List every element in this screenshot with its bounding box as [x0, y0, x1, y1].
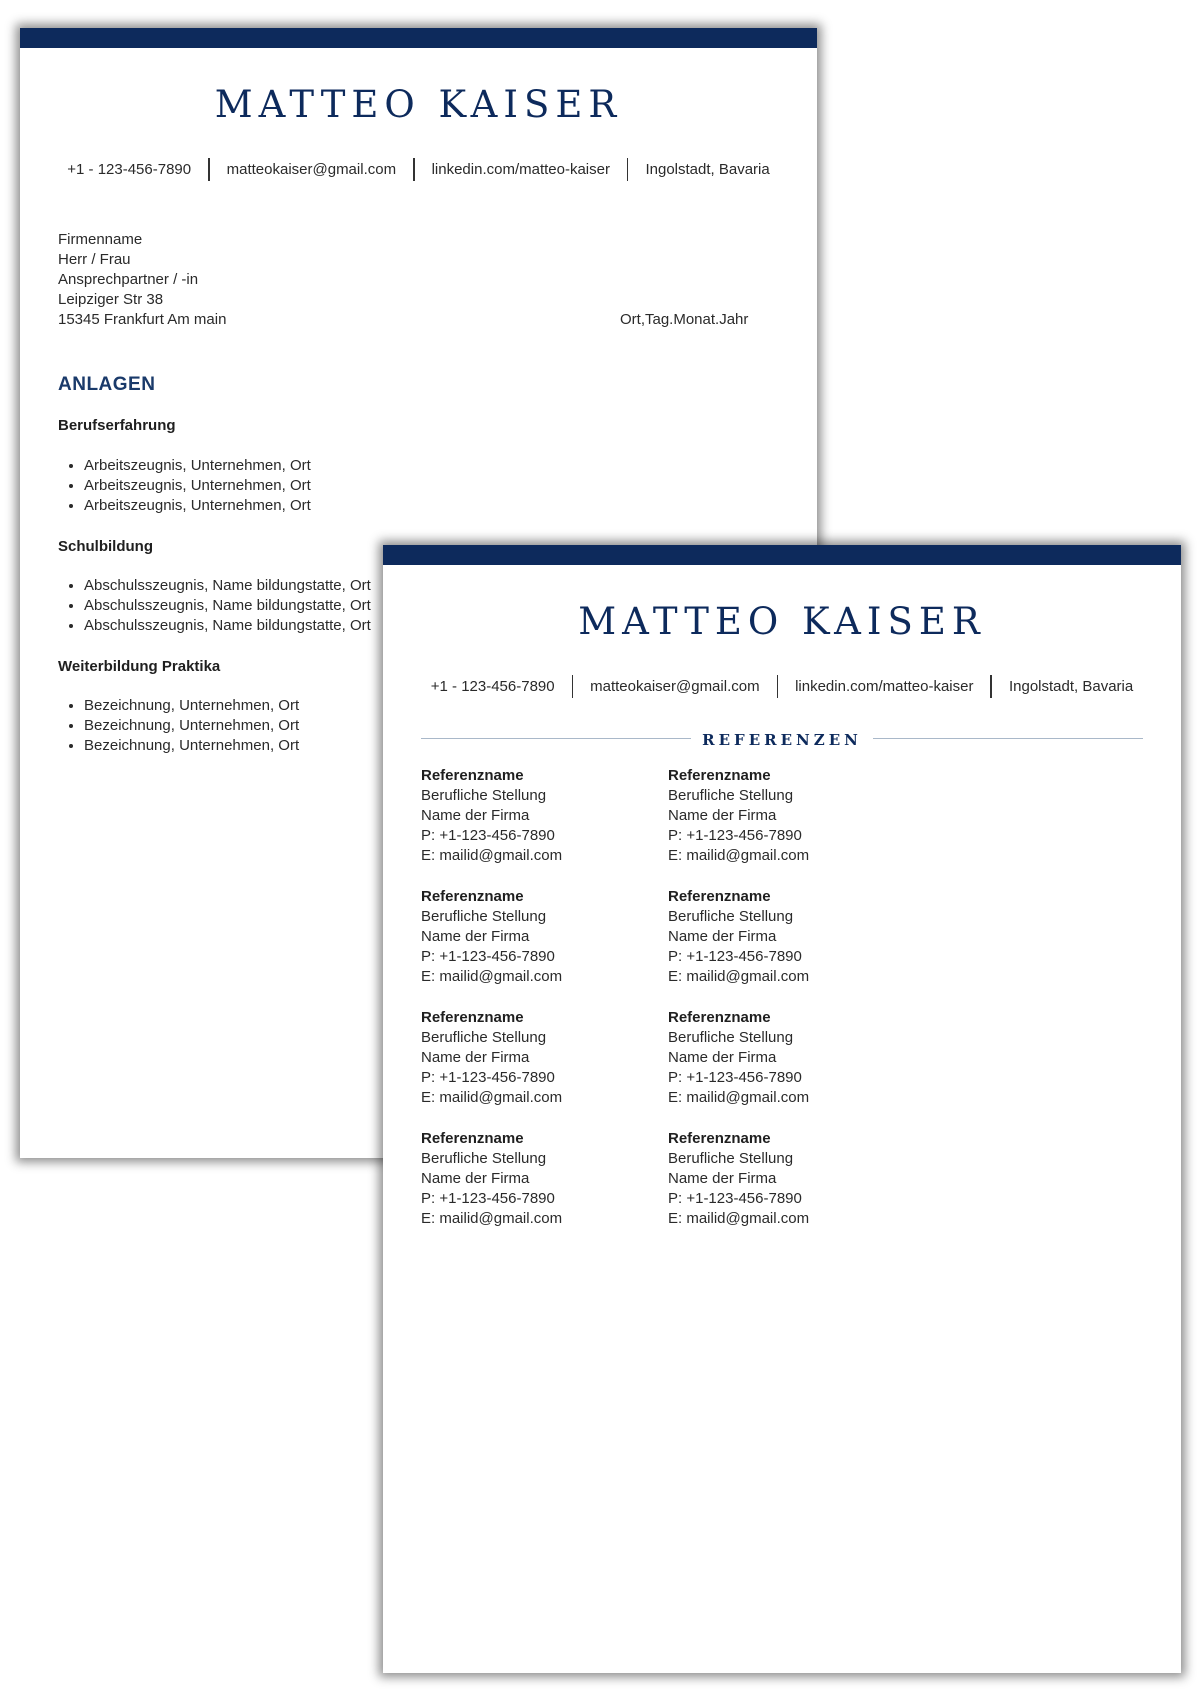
- reference-email: E: mailid@gmail.com: [421, 847, 563, 864]
- schulbildung-list: [58, 576, 371, 636]
- contact-location: Ingolstadt, Bavaria: [1008, 678, 1134, 695]
- contact-email: matteokaiser@gmail.com: [226, 161, 397, 178]
- reference-company: Name der Firma: [668, 928, 777, 945]
- reference-position: Berufliche Stellung: [421, 908, 547, 925]
- reference-phone: P: +1-123-456-7890: [668, 1190, 802, 1207]
- contact-linkedin: linkedin.com/matteo-kaiser: [431, 161, 610, 178]
- reference-company: Name der Firma: [668, 1170, 777, 1187]
- reference-phone: P: +1-123-456-7890: [668, 948, 802, 965]
- recipient-line: Leipziger Str 38: [58, 291, 164, 308]
- list-item: • Bezeichnung, Unternehmen, Ort: [84, 696, 299, 716]
- reference-email: E: mailid@gmail.com: [421, 968, 563, 985]
- reference-card: [421, 766, 661, 866]
- reference-name: Referenzname: [668, 1130, 771, 1147]
- list-item: • Arbeitszeugnis, Unternehmen, Ort: [84, 476, 311, 496]
- referenzen-page: [383, 545, 1181, 1673]
- reference-position: Berufliche Stellung: [668, 908, 794, 925]
- reference-phone: P: +1-123-456-7890: [421, 1069, 555, 1086]
- reference-name: Referenzname: [421, 767, 524, 784]
- contact-location: Ingolstadt, Bavaria: [645, 161, 770, 178]
- contact-email: matteokaiser@gmail.com: [590, 678, 760, 695]
- recipient-line: Firmenname: [58, 231, 143, 248]
- anlagen-title: ANLAGEN: [58, 374, 156, 395]
- contact-phone: +1 - 123-456-7890: [67, 161, 192, 178]
- weiterbildung-list: [58, 696, 299, 756]
- reference-company: Name der Firma: [421, 1170, 530, 1187]
- list-item: • Arbeitszeugnis, Unternehmen, Ort: [84, 456, 311, 476]
- reference-position: Berufliche Stellung: [421, 787, 547, 804]
- reference-email: E: mailid@gmail.com: [668, 1089, 810, 1106]
- reference-name: Referenzname: [668, 767, 771, 784]
- contact-line: [383, 675, 1181, 698]
- berufserfahrung-list: [58, 456, 311, 516]
- header-bar: [383, 545, 1181, 565]
- list-item: • Abschulsszeugnis, Name bildungstatte, Ort: [84, 576, 371, 596]
- section-schulbildung-title: Schulbildung: [58, 538, 153, 555]
- contact-linkedin: linkedin.com/matteo-kaiser: [795, 678, 974, 695]
- list-item: • Bezeichnung, Unternehmen, Ort: [84, 716, 299, 736]
- reference-name: Referenzname: [421, 1009, 524, 1026]
- reference-position: Berufliche Stellung: [421, 1029, 547, 1046]
- reference-phone: P: +1-123-456-7890: [668, 827, 802, 844]
- reference-card: [668, 887, 908, 987]
- header-bar: [20, 28, 817, 48]
- reference-company: Name der Firma: [668, 1049, 777, 1066]
- reference-email: E: mailid@gmail.com: [668, 968, 810, 985]
- list-item: • Arbeitszeugnis, Unternehmen, Ort: [84, 496, 311, 516]
- contact-phone: +1 - 123-456-7890: [430, 678, 555, 695]
- reference-phone: P: +1-123-456-7890: [668, 1069, 802, 1086]
- reference-phone: P: +1-123-456-7890: [421, 948, 555, 965]
- section-weiterbildung-title: Weiterbildung Praktika: [58, 658, 221, 675]
- reference-position: Berufliche Stellung: [668, 1029, 794, 1046]
- reference-name: Referenzname: [421, 888, 524, 905]
- reference-card: [668, 1129, 908, 1229]
- reference-card: [668, 766, 908, 866]
- recipient-line: Ansprechpartner / -in: [58, 271, 199, 288]
- reference-name: Referenzname: [668, 888, 771, 905]
- list-item: • Abschulsszeugnis, Name bildungstatte, Ort: [84, 596, 371, 616]
- recipient-address: [58, 230, 226, 330]
- references-title: REFERENZEN: [702, 731, 862, 749]
- reference-name: Referenzname: [668, 1009, 771, 1026]
- reference-email: E: mailid@gmail.com: [421, 1089, 563, 1106]
- reference-company: Name der Firma: [421, 928, 530, 945]
- references-header: [421, 731, 1143, 747]
- section-berufserfahrung-title: Berufserfahrung: [58, 417, 176, 434]
- applicant-name: MATTEO KAISER: [214, 83, 623, 126]
- reference-email: E: mailid@gmail.com: [668, 847, 810, 864]
- letter-date: Ort,Tag.Monat.Jahr: [620, 311, 749, 328]
- reference-position: Berufliche Stellung: [421, 1150, 547, 1167]
- reference-phone: P: +1-123-456-7890: [421, 827, 555, 844]
- reference-card: [668, 1008, 908, 1108]
- reference-company: Name der Firma: [421, 1049, 530, 1066]
- reference-position: Berufliche Stellung: [668, 787, 794, 804]
- reference-card: [421, 1129, 661, 1229]
- recipient-line: Herr / Frau: [58, 251, 131, 268]
- reference-company: Name der Firma: [421, 807, 530, 824]
- reference-company: Name der Firma: [668, 807, 777, 824]
- reference-card: [421, 887, 661, 987]
- list-item: • Bezeichnung, Unternehmen, Ort: [84, 736, 299, 756]
- reference-card: [421, 1008, 661, 1108]
- reference-email: E: mailid@gmail.com: [668, 1210, 810, 1227]
- reference-phone: P: +1-123-456-7890: [421, 1190, 555, 1207]
- recipient-line: 15345 Frankfurt Am main: [58, 311, 227, 328]
- contact-line: [20, 158, 817, 181]
- reference-position: Berufliche Stellung: [668, 1150, 794, 1167]
- list-item: • Abschulsszeugnis, Name bildungstatte, Ort: [84, 616, 371, 636]
- reference-email: E: mailid@gmail.com: [421, 1210, 563, 1227]
- applicant-name: MATTEO KAISER: [578, 600, 986, 643]
- reference-name: Referenzname: [421, 1130, 524, 1147]
